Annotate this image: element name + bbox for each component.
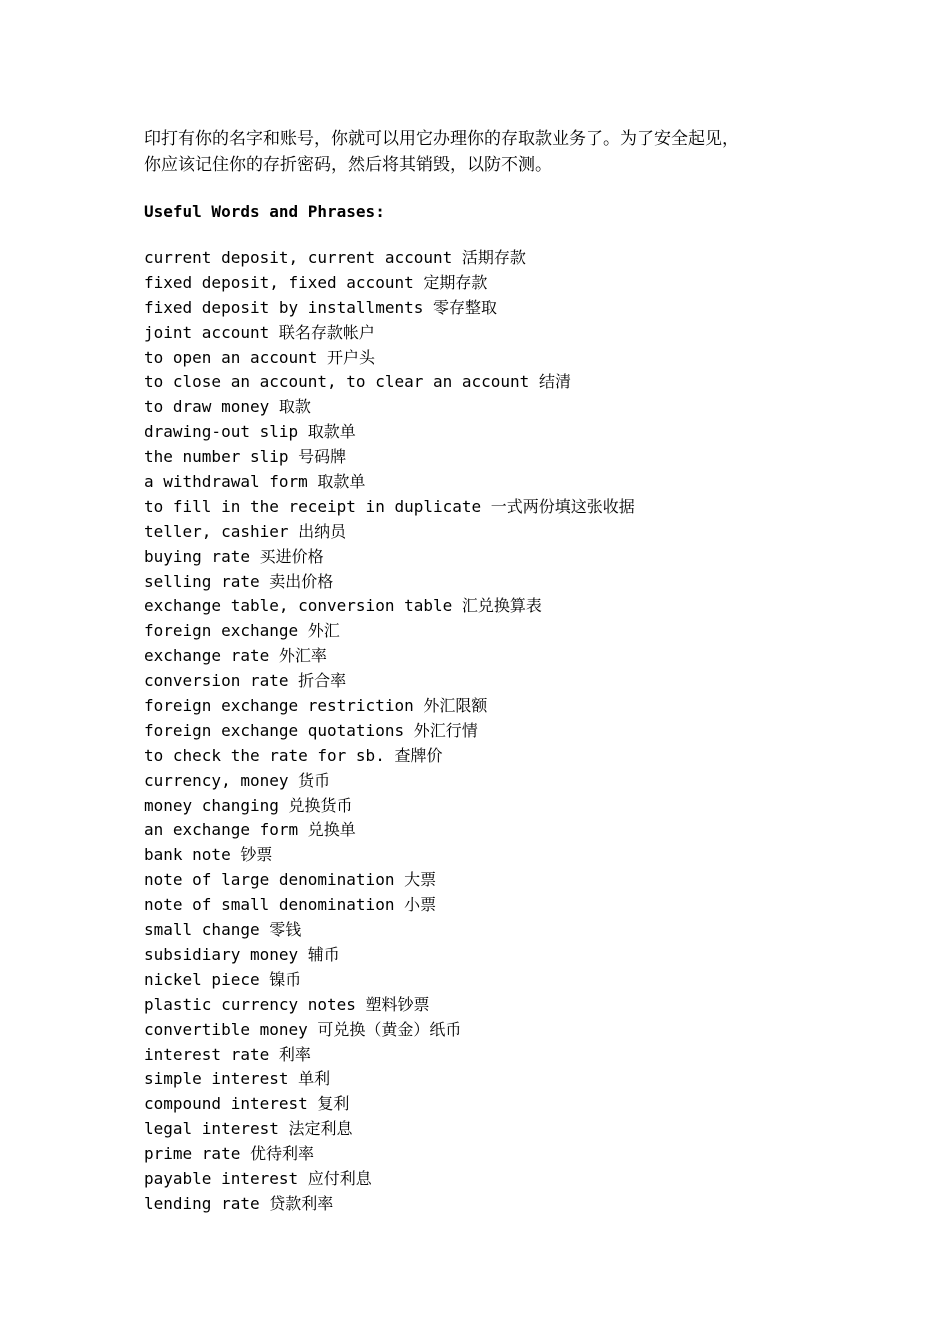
phrase-item: convertible money 可兑换（黄金）纸币 [144, 1019, 462, 1039]
phrase-item: exchange rate 外汇率 [144, 646, 327, 666]
phrase-item: exchange table, conversion table 汇兑换算表 [144, 596, 542, 616]
phrase-item: money changing 兑换货币 [144, 795, 353, 815]
phrase-item: small change 零钱 [144, 920, 302, 940]
phrase-item: lending rate 贷款利率 [144, 1193, 334, 1213]
phrase-item: to check the rate for sb. 查牌价 [144, 745, 443, 765]
phrase-item: teller, cashier 出纳员 [144, 521, 347, 541]
phrase-item: selling rate 卖出价格 [144, 571, 334, 591]
phrase-item: to close an account, to clear an account 结清 [144, 372, 571, 392]
phrase-item: note of small denomination 小票 [144, 895, 437, 915]
phrase-item: a withdrawal form 取款单 [144, 472, 366, 492]
phrase-item: joint account 联名存款帐户 [144, 322, 375, 342]
phrase-item: buying rate 买进价格 [144, 546, 324, 566]
phrase-item: currency, money 货币 [144, 770, 331, 790]
phrase-item: compound interest 复利 [144, 1094, 350, 1114]
intro-paragraph [144, 126, 824, 178]
phrase-item: legal interest 法定利息 [144, 1119, 353, 1139]
phrase-item: foreign exchange restriction 外汇限额 [144, 696, 488, 716]
phrase-item: the number slip 号码牌 [144, 447, 347, 467]
phrase-item: note of large denomination 大票 [144, 870, 437, 890]
phrase-item: fixed deposit by installments 零存整取 [144, 297, 497, 317]
phrase-item: nickel piece 镍币 [144, 969, 302, 989]
phrase-item: to draw money 取款 [144, 397, 311, 417]
phrase-item: drawing-out slip 取款单 [144, 422, 356, 442]
page-content [144, 126, 824, 1217]
phrase-item: bank note 钞票 [144, 845, 273, 865]
phrase-item: subsidiary money 辅币 [144, 944, 340, 964]
phrase-item: an exchange form 兑换单 [144, 820, 356, 840]
phrase-item: prime rate 优待利率 [144, 1144, 314, 1164]
phrase-item: payable interest 应付利息 [144, 1168, 372, 1188]
phrase-item: foreign exchange 外汇 [144, 621, 340, 641]
phrase-item: foreign exchange quotations 外汇行情 [144, 720, 478, 740]
phrase-item: fixed deposit, fixed account 定期存款 [144, 272, 488, 292]
phrase-item: conversion rate 折合率 [144, 671, 347, 691]
phrase-item: to open an account 开户头 [144, 347, 376, 367]
phrase-item: plastic currency notes 塑料钞票 [144, 994, 430, 1014]
phrase-item: to fill in the receipt in duplicate 一式两份填这张收据 [144, 496, 635, 516]
section-heading: Useful Words and Phrases: [144, 202, 385, 221]
phrase-item: current deposit, current account 活期存款 [144, 248, 526, 267]
intro-line: 印打有你的名字和账号，你就可以用它办理你的存取款业务了。为了安全起见， [144, 129, 739, 149]
phrase-item: simple interest 单利 [144, 1069, 331, 1089]
phrase-item: interest rate 利率 [144, 1044, 311, 1064]
intro-line: 你应该记住你的存折密码，然后将其销毁，以防不测。 [144, 155, 552, 175]
phrase-list [144, 246, 824, 1217]
